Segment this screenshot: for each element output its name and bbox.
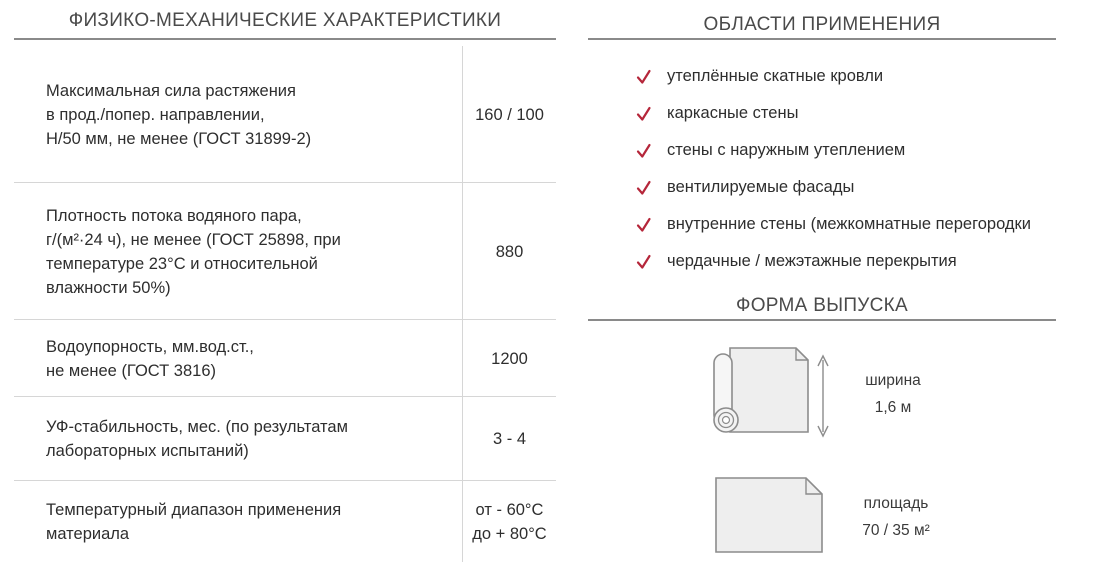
list-item [636,169,1031,206]
property-cell [14,46,462,183]
application-label: утеплённые скатные кровли [667,67,884,85]
property-cell [14,397,462,481]
application-label: чердачные / межэтажные перекрытия [667,252,957,270]
physical-properties-title: ФИЗИКО-МЕХАНИЧЕСКИЕ ХАРАКТЕРИСТИКИ [68,10,502,31]
value-cell [462,46,556,183]
property-text: Максимальная сила растяжения в прод./попер. направлении, Н/50 мм, не менее (ГОСТ 31899-2) [46,81,312,148]
applications-rule [588,38,1056,40]
applications-list [636,58,1031,280]
roll-width-label: ширина 1,6 м [865,372,921,416]
list-item [636,95,1031,132]
applications-title: ОБЛАСТИ ПРИМЕНЕНИЯ [703,14,941,35]
property-text: Плотность потока водяного пара, г/(м²·24 ч), не менее (ГОСТ 25898, при температуре 23°С и относительной влажности 50%) [46,206,341,297]
table-row [14,481,556,562]
check-icon [636,254,652,270]
value-text: 1200 [491,349,528,368]
value-cell [462,320,556,397]
property-text: Температурный диапазон применения материала [46,500,342,543]
properties-table [14,46,556,562]
value-cell [462,397,556,481]
sheet-icon [708,474,828,556]
property-text: УФ-стабильность, мес. (по результатам лабораторных испытаний) [46,418,348,460]
sheet-area-label: площадь 70 / 35 м² [862,495,930,539]
application-label: вентилируемые фасады [667,178,855,196]
value-text: 160 / 100 [475,105,544,124]
table-row [14,397,556,481]
check-icon [636,106,652,122]
application-label: каркасные стены [667,104,799,122]
list-item [636,206,1031,243]
value-cell [462,183,556,320]
property-cell [14,481,462,562]
release-form-rule [588,319,1056,321]
table-row [14,183,556,320]
check-icon [636,143,652,159]
property-text: Водоупорность, мм.вод.ст., не менее (ГОСТ 3816) [46,337,254,380]
check-icon [636,180,652,196]
value-text: от - 60°С до + 80°С [472,500,547,543]
application-label: внутренние стены (межкомнатные перегородки [667,215,1031,233]
table-row [14,46,556,183]
application-label: стены с наружным утеплением [667,141,906,159]
check-icon [636,69,652,85]
release-form-title: ФОРМА ВЫПУСКА [735,295,909,316]
check-icon [636,217,652,233]
property-cell [14,183,462,320]
value-cell [462,481,556,562]
list-item [636,243,1031,280]
value-text: 3 - 4 [492,430,527,448]
roll-icon [706,340,834,440]
list-item [636,132,1031,169]
value-text: 880 [495,242,524,261]
list-item [636,58,1031,95]
property-cell [14,320,462,397]
physical-properties-rule [14,38,556,40]
table-row [14,320,556,397]
